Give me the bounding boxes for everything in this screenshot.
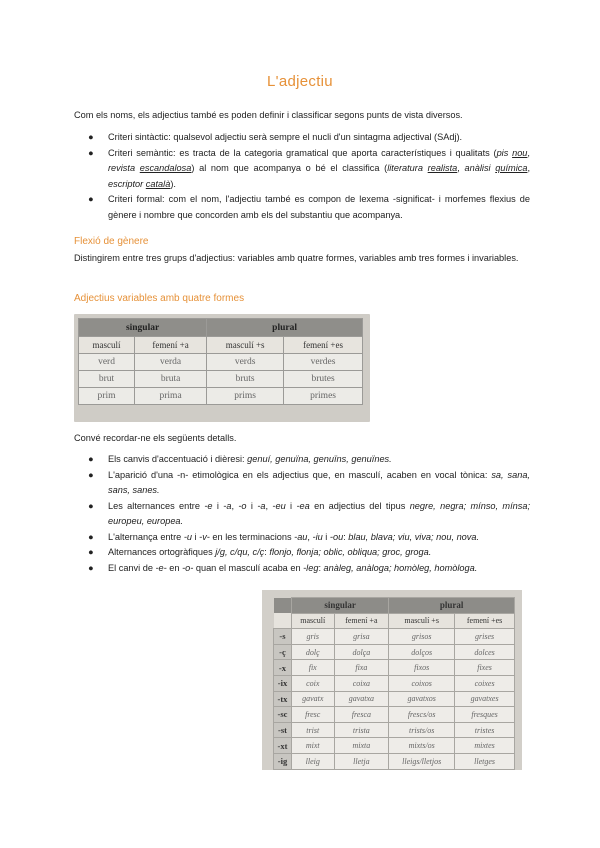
list-item: ● Criteri formal: com el nom, l'adjectiu també es compon de lexema -significat- i morfemes flexius de gènere i nombre que concorden amb els del substantiu que acompanya. [88, 194, 530, 220]
column-header: masculí +s [389, 613, 455, 629]
bullet-icon: ● [88, 547, 94, 557]
page-title: L'adjectiu [267, 73, 333, 90]
header-plural: plural [389, 598, 515, 614]
table-image-quatre-formes [74, 314, 370, 422]
list-item: ● Criteri semàntic: es tracta de la categoria gramatical que aporta característiques i qualitats (pis nou, revista escandalosa) al nom que acompanya o bé el classifica (literatura realista, anàlisi química, escriptor català). [88, 147, 530, 189]
column-header: masculí [79, 337, 135, 354]
intro-paragraph: Com els noms, els adjectius també es poden definir i classificar segons punts de vista diversos. [74, 110, 463, 120]
column-header: femení +es [455, 613, 515, 629]
details-list [74, 452, 530, 576]
bullet-icon: ● [88, 147, 94, 158]
list-item: ● L'aparició d'una -n- etimològica en els adjectius que, en masculí, acaben en vocal tònica: sa, sana, sans, sanes. [88, 469, 530, 495]
header-singular: singular [79, 319, 207, 337]
adjective-table [78, 318, 363, 405]
column-header: femení +a [334, 613, 389, 629]
table-row: prim prima prims primes [79, 388, 363, 405]
table-row: brut bruta bruts brutes [79, 371, 363, 388]
bullet-icon: ● [88, 469, 94, 480]
table-row: -xt mixt mixta mixts/os mixtes [274, 738, 515, 754]
details-intro: Convé recordar-ne els següents detalls. [74, 433, 237, 443]
table-row: -tx gavatx gavatxa gavatxos gavatxes [274, 691, 515, 707]
flexio-paragraph: Distingirem entre tres grups d'adjectius: variables amb quatre formes, variables amb tres formes i invariables. [74, 253, 519, 263]
table-row: -st trist trista trists/os tristes [274, 722, 515, 738]
section-heading-quatre-formes: Adjectius variables amb quatre formes [74, 293, 245, 304]
list-item: ● El canvi de -e- en -o- quan el masculí acaba en -leg: anàleg, anàloga; homòleg, homòloga. [74, 561, 530, 577]
column-header: masculí +s [207, 337, 284, 354]
header-singular: singular [291, 598, 388, 614]
bullet-icon: ● [88, 132, 94, 142]
bullet-icon: ● [88, 500, 94, 511]
bullet-icon: ● [88, 531, 94, 542]
header-plural: plural [207, 319, 363, 337]
section-heading-flexio: Flexió de gènere [74, 236, 149, 247]
list-item: ● Criteri sintàctic: qualsevol adjectiu serà sempre el nucli d'un sintagma adjectival (SAdj). [74, 130, 530, 146]
table-row: -s gris grisa grisos grises [274, 629, 515, 645]
bullet-icon: ● [88, 454, 94, 464]
list-item: ● L'alternança entre -u i -v- en les terminacions -au, -iu i -ou: blau, blava; viu, viva; nou, nova. [74, 530, 530, 546]
table-row: -sc fresc fresca frescs/os fresques [274, 707, 515, 723]
column-header: femení +a [135, 337, 207, 354]
table-row: -x fix fixa fixos fixes [274, 660, 515, 676]
bullet-icon: ● [88, 194, 94, 204]
table-image-terminations [262, 590, 522, 770]
list-item: ● Els canvis d'accentuació i dièresi: genuí, genuïna, genuïns, genuïnes. [74, 452, 530, 468]
column-header: masculí [291, 613, 334, 629]
list-item: ● Alternances ortogràfiques j/g, c/qu, c/ç: flonjo, flonja; oblic, obliqua; groc, groga. [74, 545, 530, 561]
list-item: ● Les alternances entre -e i -a, -o i -a, -eu i -ea en adjectius del tipus negre, negra; mínso, mínsa; europeu, europea. [88, 500, 531, 526]
terminations-table [273, 597, 515, 770]
bullet-icon: ● [88, 562, 94, 573]
criteria-list [74, 130, 530, 223]
column-header: femení +es [284, 337, 363, 354]
table-row: -ig lleig lletja lleigs/lletjos lletges [274, 753, 515, 769]
table-row: verd verda verds verdes [79, 354, 363, 371]
table-row: -ç dolç dolça dolços dolces [274, 644, 515, 660]
table-row: -ix coix coixa coixos coixes [274, 675, 515, 691]
